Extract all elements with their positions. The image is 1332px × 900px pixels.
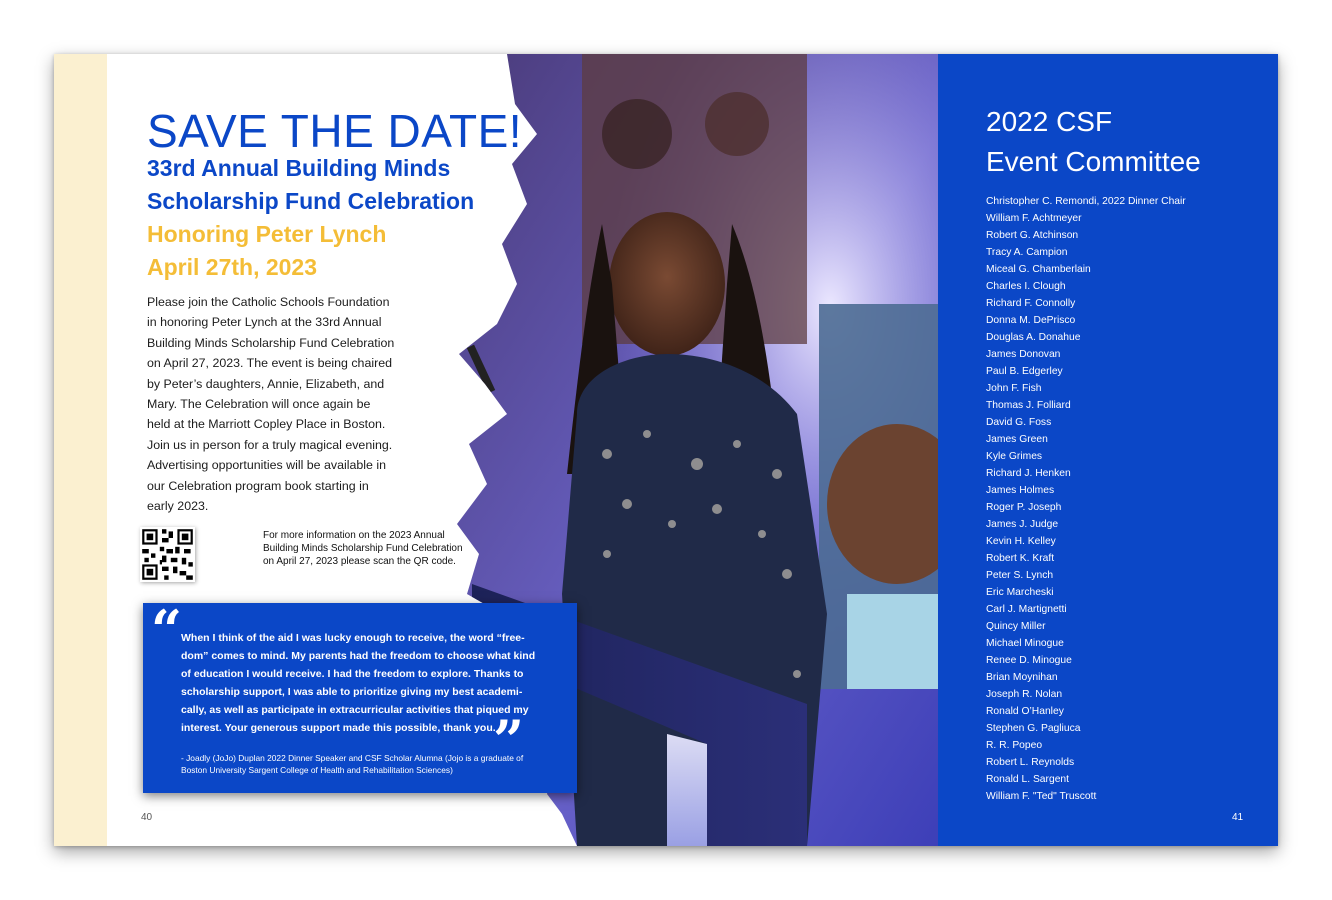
committee-member: Eric Marcheski <box>986 587 1054 598</box>
committee-member: Thomas J. Folliard <box>986 400 1071 411</box>
committee-title-line2: Event Committee <box>986 146 1201 177</box>
committee-member: Robert L. Reynolds <box>986 757 1075 768</box>
cream-margin-strip <box>54 54 107 846</box>
committee-member: James Green <box>986 434 1048 445</box>
testimonial-quote-box <box>143 598 577 793</box>
committee-member: Ronald L. Sargent <box>986 774 1070 785</box>
committee-member: Miceal G. Chamberlain <box>986 264 1091 275</box>
committee-member: Ronald O’Hanley <box>986 706 1064 717</box>
committee-member: Douglas A. Donahue <box>986 332 1081 343</box>
committee-member: Robert G. Atchinson <box>986 230 1079 241</box>
committee-member: William F. "Ted" Truscott <box>986 791 1097 802</box>
honoree-line: Honoring Peter Lynch <box>147 221 387 247</box>
committee-member: Tracy A. Campion <box>986 247 1068 258</box>
committee-member: Michael Minogue <box>986 638 1064 649</box>
committee-member: Renee D. Minogue <box>986 655 1072 666</box>
committee-member: Charles I. Clough <box>986 281 1066 292</box>
testimonial-text: When I think of the aid I was lucky enough to receive, the word “free-dom” comes to mind. My parents had the freedom to choose what kind of education I would receive. I had the freedom to explore. Thanks to scholarship support, I was able to prioritize giving my best academi-cally, as well as participate in extracurricular activities that piqued my interest. Your generous support made this possible, thank you. <box>181 632 536 734</box>
right-page <box>938 54 1278 846</box>
committee-member: James Holmes <box>986 485 1055 496</box>
committee-member: Robert K. Kraft <box>986 553 1055 564</box>
committee-member: Carl J. Martignetti <box>986 604 1067 615</box>
committee-member: R. R. Popeo <box>986 740 1043 751</box>
committee-member: David G. Foss <box>986 417 1052 428</box>
qr-instructions: For more information on the 2023 Annual Building Minds Scholarship Fund Celebration on April 27, 2023 please scan the QR code. <box>263 530 463 567</box>
page-number-right: 41 <box>1232 812 1244 823</box>
committee-title <box>986 102 1246 182</box>
open-quote-icon: “ <box>151 598 183 662</box>
page-number-left: 40 <box>141 812 153 823</box>
committee-member: Richard F. Connolly <box>986 298 1076 309</box>
committee-member: Richard J. Henken <box>986 468 1071 479</box>
committee-member: Peter S. Lynch <box>986 570 1054 581</box>
committee-member: Brian Moynihan <box>986 672 1058 683</box>
left-page <box>107 54 938 846</box>
committee-member: Christopher C. Remondi, 2022 Dinner Chair <box>986 196 1186 207</box>
committee-member: Paul B. Edgerley <box>986 366 1063 377</box>
committee-member: Kevin H. Kelley <box>986 536 1056 547</box>
committee-member: Roger P. Joseph <box>986 502 1062 513</box>
committee-member: James Donovan <box>986 349 1061 360</box>
committee-member: Kyle Grimes <box>986 451 1043 462</box>
committee-member: John F. Fish <box>986 383 1042 394</box>
testimonial-attribution: - Joadly (JoJo) Duplan 2022 Dinner Speaker and CSF Scholar Alumna (Jojo is a graduate of Boston University Sargent College of Health and Rehabilitation Sciences) <box>181 753 524 775</box>
committee-member: Joseph R. Nolan <box>986 689 1063 700</box>
committee-title-line1: 2022 CSF <box>986 106 1113 137</box>
committee-member-list <box>986 193 1186 805</box>
event-description: Please join the Catholic Schools Foundation in honoring Peter Lynch at the 33rd Annual Building Minds Scholarship Fund Celebration on April 27, 2023. The event is being chaired by Peter’s daughters, Annie, Elizabeth, and Mary. The Celebration will once again be held at the Marriott Copley Place in Boston. Join us in person for a truly magical evening. Advertising opportunities will be available in our Celebration program book starting in early 2023. <box>147 295 395 514</box>
qr-code-icon[interactable] <box>140 527 195 582</box>
save-the-date-title: SAVE THE DATE! <box>147 105 523 157</box>
event-date: April 27th, 2023 <box>147 254 318 280</box>
committee-member: James J. Judge <box>986 519 1059 530</box>
brochure-spread <box>54 54 1278 846</box>
honoree-and-date <box>147 218 447 284</box>
committee-member: Quincy Miller <box>986 621 1046 632</box>
committee-member: Stephen G. Pagliuca <box>986 723 1081 734</box>
event-subtitle: 33rd Annual Building Minds Scholarship Fund Celebration <box>147 155 475 214</box>
close-quote-icon: ” <box>493 708 525 772</box>
committee-member: Donna M. DePrisco <box>986 315 1076 326</box>
committee-member: William F. Achtmeyer <box>986 213 1082 224</box>
